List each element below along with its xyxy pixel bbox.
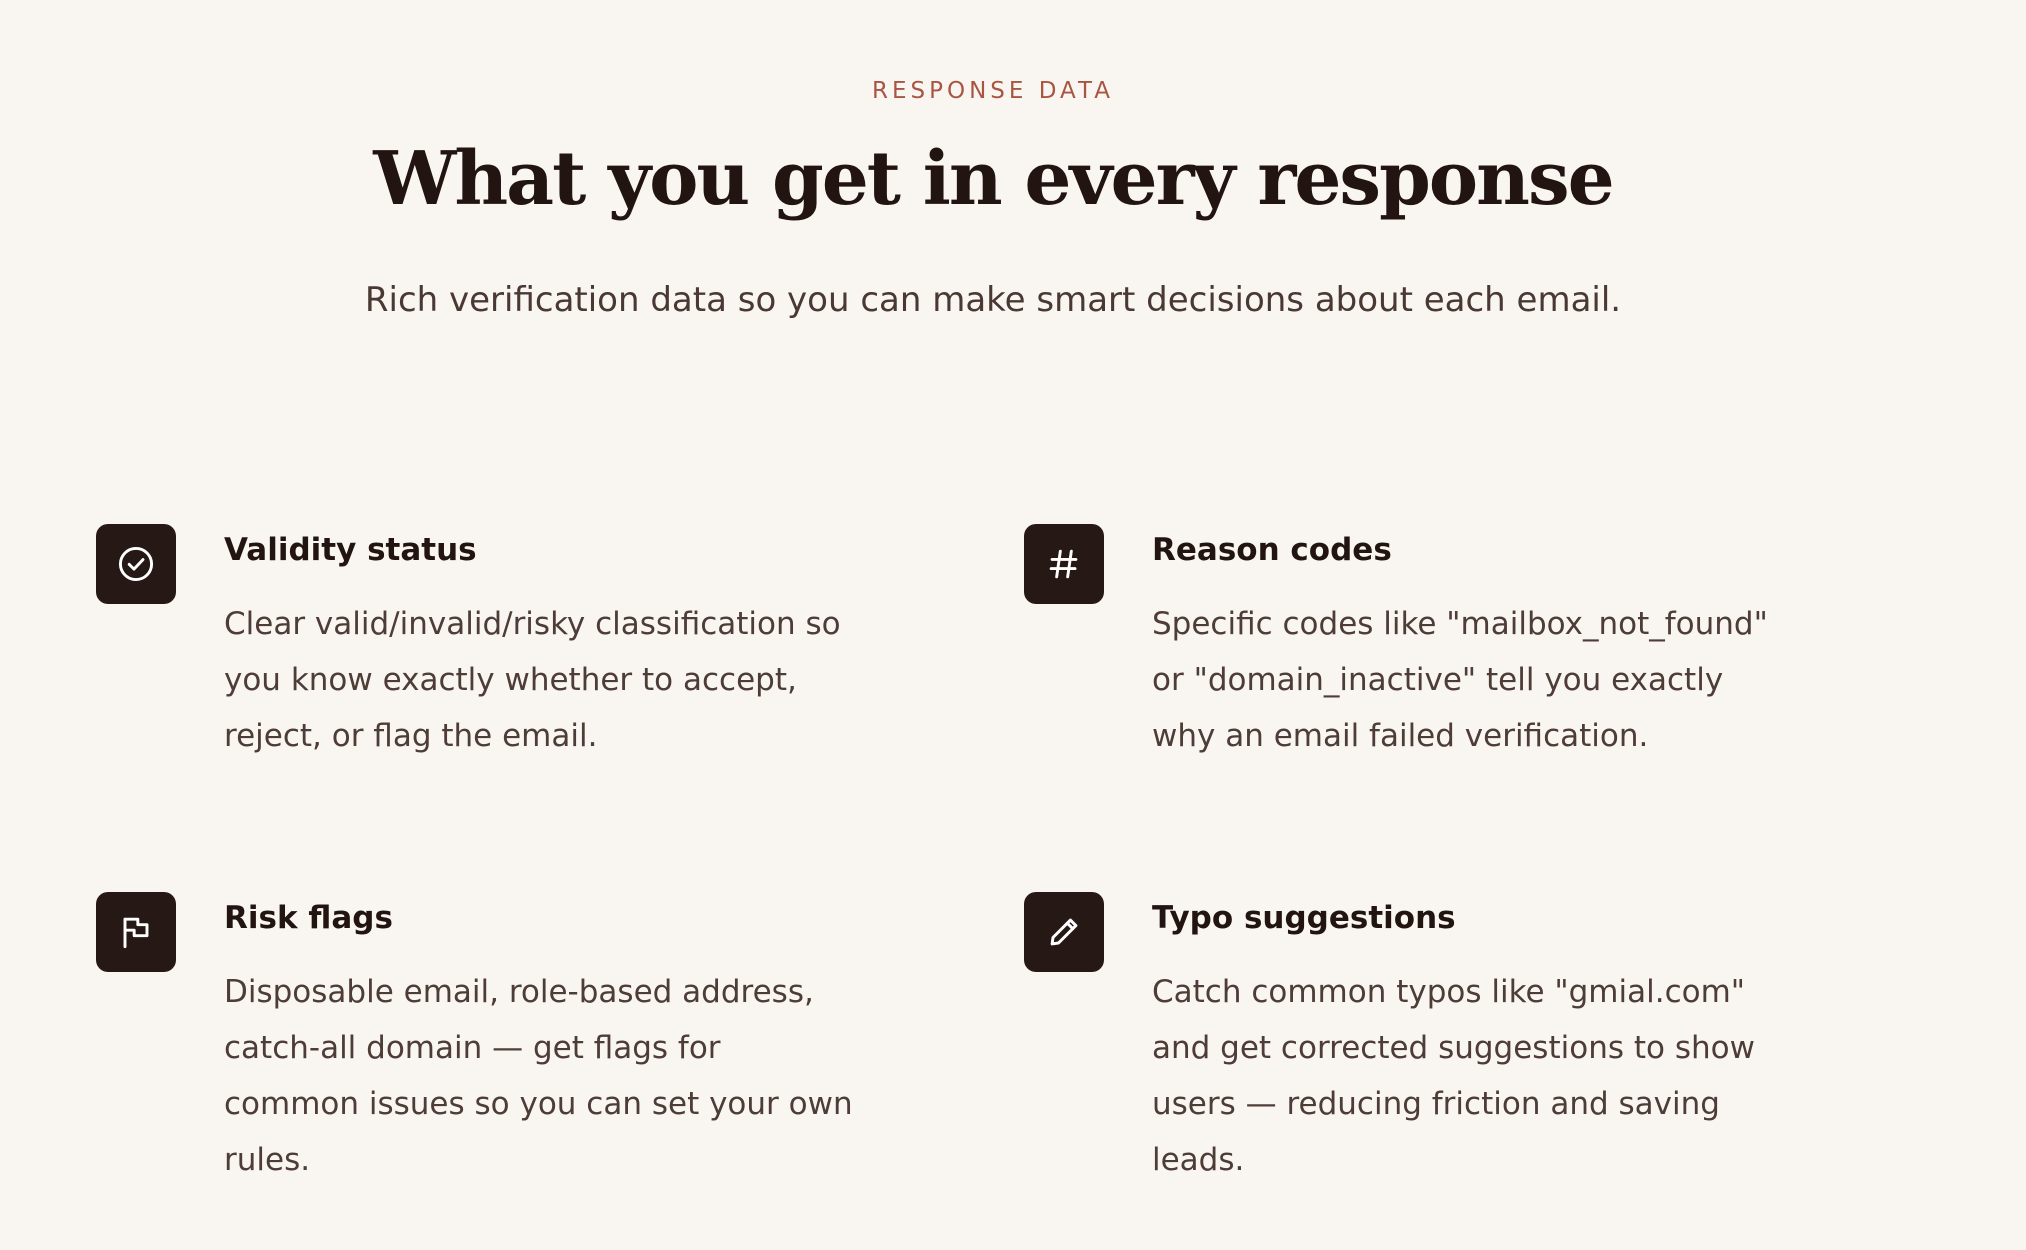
feature-title: Risk flags	[224, 900, 393, 936]
check-circle-icon	[96, 524, 176, 604]
section-title: What you get in every response	[373, 136, 1613, 222]
feature-description: Clear valid/invalid/risky classification so you know exactly whether to accept, reject, or flag the email.	[224, 606, 841, 754]
pencil-icon	[1024, 892, 1104, 972]
feature-title: Reason codes	[1152, 532, 1392, 568]
eyebrow-label: RESPONSE DATA	[872, 78, 1114, 104]
section-subtitle: Rich verification data so you can make smart decisions about each email.	[364, 280, 1622, 320]
flag-icon	[96, 892, 176, 972]
feature-description: Specific codes like "mailbox_not_found" or "domain_inactive" tell you exactly why an email failed verification.	[1152, 606, 1768, 754]
feature-title: Validity status	[224, 532, 477, 568]
feature-title: Typo suggestions	[1152, 900, 1456, 936]
feature-description: Catch common typos like "gmial.com" and get corrected suggestions to show users — reducing friction and saving leads.	[1152, 974, 1755, 1178]
hash-icon	[1024, 524, 1104, 604]
feature-description: Disposable email, role-based address, catch-all domain — get flags for common issues so you can set your own rules.	[224, 974, 853, 1178]
